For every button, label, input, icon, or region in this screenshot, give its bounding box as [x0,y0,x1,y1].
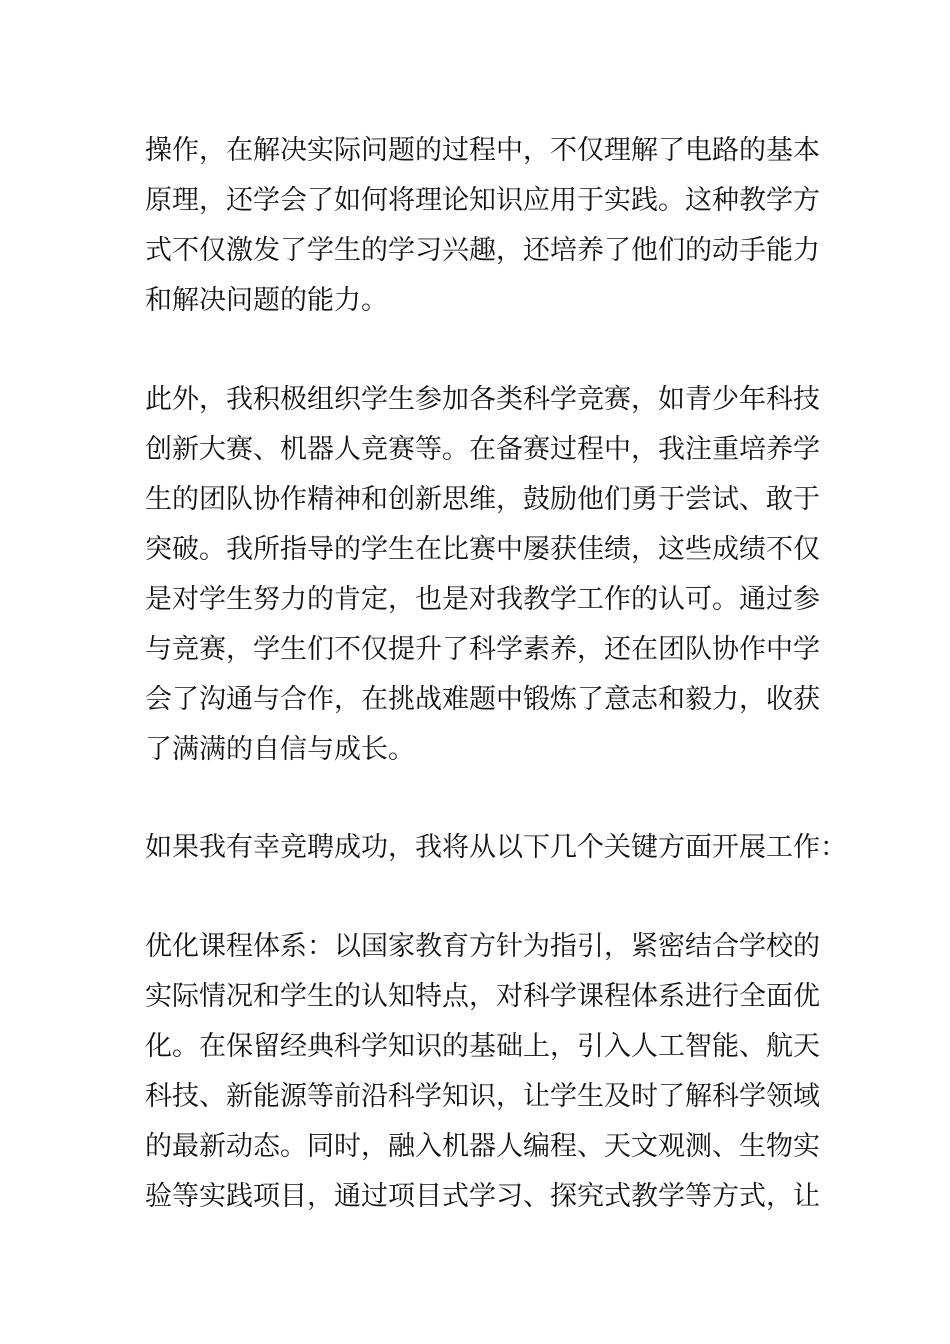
paragraph-4-line-2: 实际情况和学生的认知特点，对科学课程体系进行全面优 [145,981,820,1012]
paragraph-2-line-5: 是对学生努力的肯定，也是对我教学工作的认可。通过参 [145,584,820,615]
paragraph-2-line-7: 会了沟通与合作，在挑战难题中锻炼了意志和毅力，收获 [145,684,820,715]
paragraph-2-line-3: 生的团队协作精神和创新思维，鼓励他们勇于尝试、敢于 [145,484,820,515]
paragraph-1-line-2: 原理，还学会了如何将理论知识应用于实践。这种教学方 [145,185,820,216]
paragraph-4-line-1: 优化课程体系：以国家教育方针为指引，紧密结合学校的 [145,931,820,962]
paragraph-4-line-3: 化。在保留经典科学知识的基础上，引入人工智能、航天 [145,1031,820,1062]
paragraph-3-line-1: 如果我有幸竞聘成功，我将从以下几个关键方面开展工作： [145,832,847,863]
paragraph-4-line-6: 验等实践项目，通过项目式学习、探究式教学等方式，让 [145,1181,820,1212]
paragraph-4-line-5: 的最新动态。同时，融入机器人编程、天文观测、生物实 [145,1131,820,1162]
paragraph-4-line-4: 科技、新能源等前沿科学知识，让学生及时了解科学领域 [145,1081,820,1112]
paragraph-1-line-1: 操作，在解决实际问题的过程中，不仅理解了电路的基本 [145,135,820,166]
paragraph-1-line-4: 和解决问题的能力。 [145,285,388,316]
paragraph-2-line-1: 此外，我积极组织学生参加各类科学竞赛，如青少年科技 [145,384,820,415]
paragraph-1-line-3: 式不仅激发了学生的学习兴趣，还培养了他们的动手能力 [145,235,820,266]
paragraph-2-line-2: 创新大赛、机器人竞赛等。在备赛过程中，我注重培养学 [145,434,820,465]
paragraph-2-line-6: 与竞赛，学生们不仅提升了科学素养，还在团队协作中学 [145,634,820,665]
paragraph-2-line-4: 突破。我所指导的学生在比赛中屡获佳绩，这些成绩不仅 [145,534,820,565]
paragraph-2-line-8: 了满满的自信与成长。 [145,734,415,765]
